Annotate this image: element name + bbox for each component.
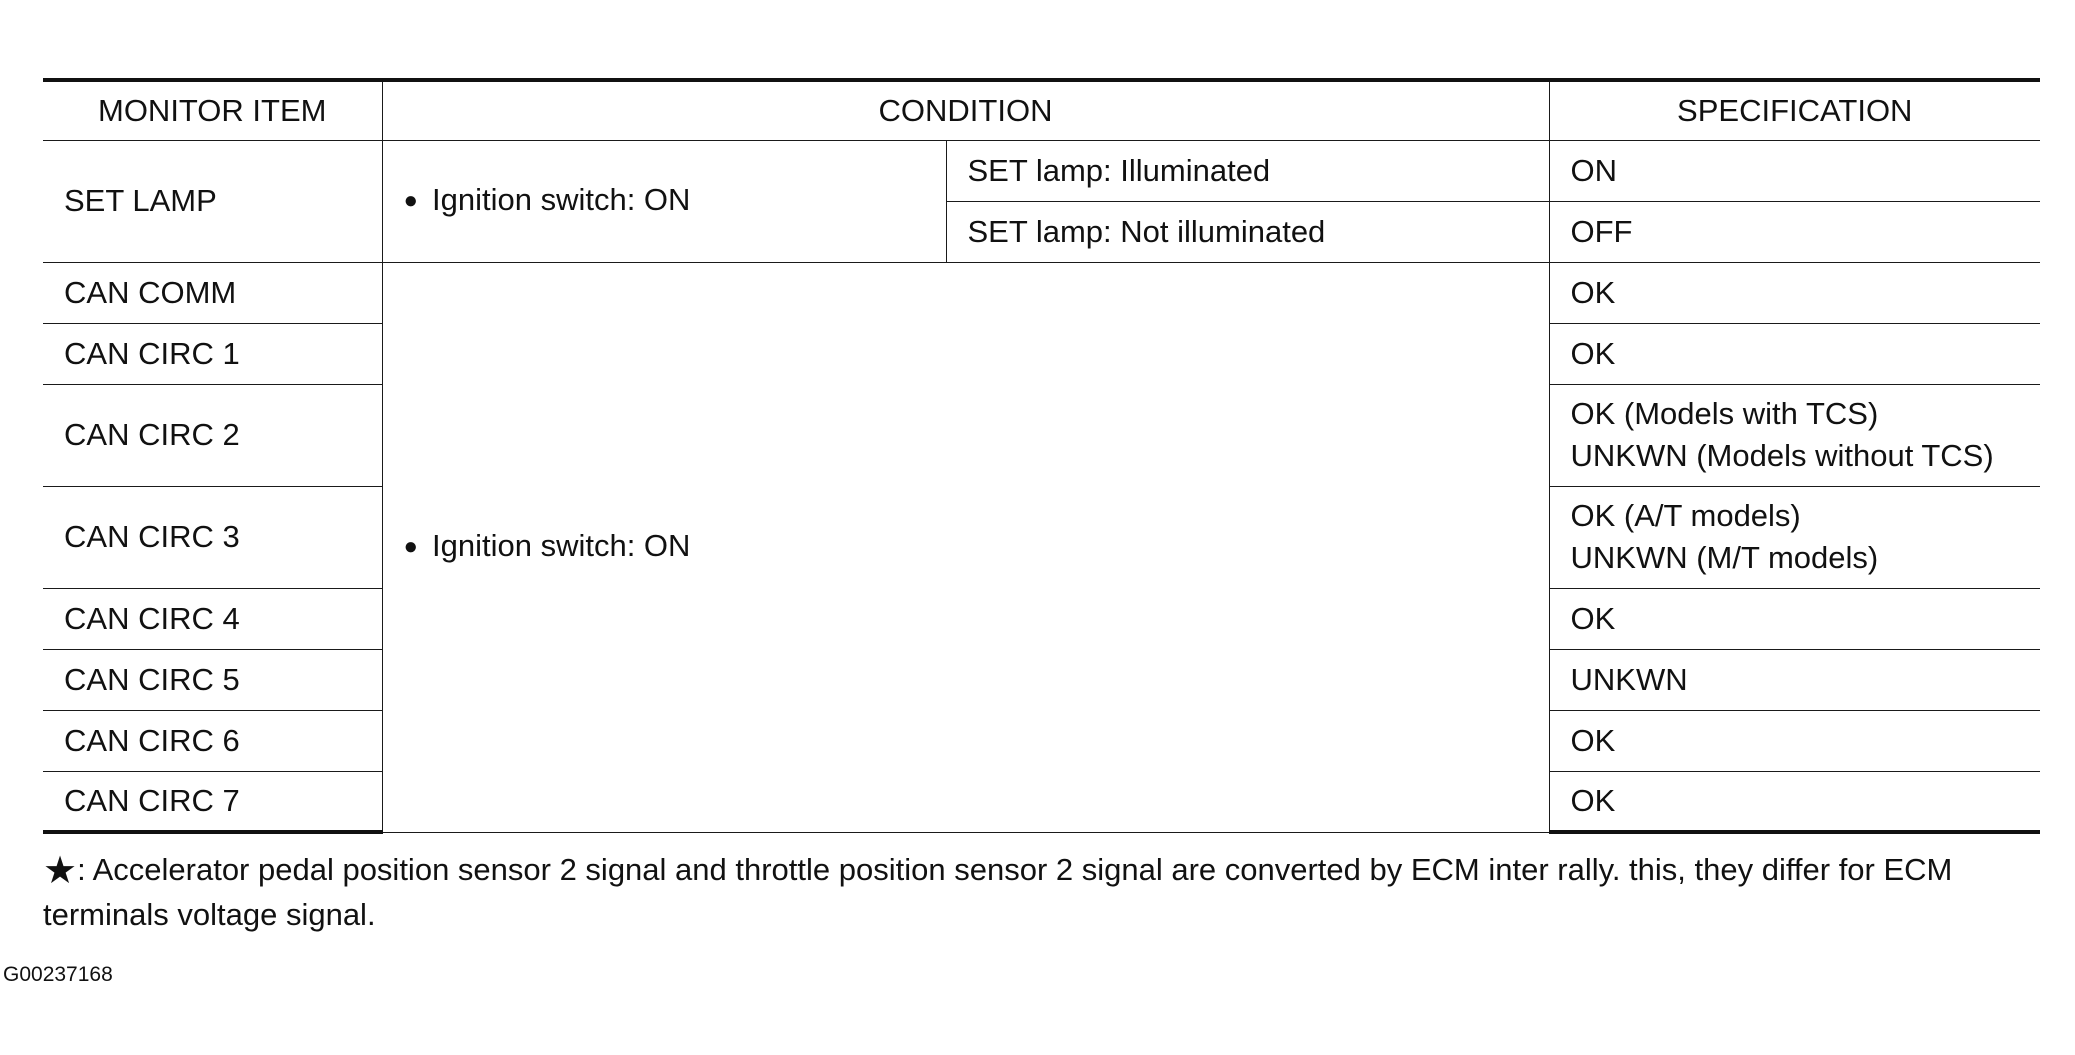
monitor-item-cell: CAN CIRC 7 <box>43 771 382 832</box>
monitor-item-cell: CAN COMM <box>43 262 382 323</box>
footnote <box>43 848 2040 937</box>
specification-cell: OFF <box>1549 201 2040 262</box>
specification-line: UNKWN (Models without TCS) <box>1570 438 1994 473</box>
star-icon: ★ <box>43 850 78 892</box>
sub-condition-cell: SET lamp: Illuminated <box>946 140 1549 201</box>
header-row <box>43 80 2040 140</box>
monitor-item-cell: CAN CIRC 3 <box>43 486 382 588</box>
condition-cell <box>382 262 1549 832</box>
specification-cell: OK <box>1549 771 2040 832</box>
header-condition: CONDITION <box>382 80 1549 140</box>
specification-cell: ON <box>1549 140 2040 201</box>
specification-cell: OK <box>1549 262 2040 323</box>
specification-cell: UNKWN <box>1549 649 2040 710</box>
monitor-item-cell: CAN CIRC 2 <box>43 384 382 486</box>
specification-cell <box>1549 486 2040 588</box>
monitor-item-cell: CAN CIRC 6 <box>43 710 382 771</box>
figure-id: G00237168 <box>3 963 113 986</box>
specification-cell <box>1549 384 2040 486</box>
monitor-item-cell: CAN CIRC 5 <box>43 649 382 710</box>
footnote-text: : Accelerator pedal position sensor 2 signal and throttle position sensor 2 signal are converted by ECM inter rally. this, they differ for ECM terminals voltage signal. <box>43 852 1953 932</box>
condition-text: Ignition switch: ON <box>432 181 691 217</box>
specification-line: OK (Models with TCS) <box>1570 396 1879 431</box>
condition-cell <box>382 140 946 262</box>
specification-line: UNKWN (M/T models) <box>1570 540 1879 575</box>
condition-text: Ignition switch: ON <box>432 527 691 563</box>
bullet-icon <box>404 528 433 563</box>
specification-cell: OK <box>1549 588 2040 649</box>
sub-condition-cell: SET lamp: Not illuminated <box>946 201 1549 262</box>
header-monitor-item: MONITOR ITEM <box>43 80 382 140</box>
specification-cell: OK <box>1549 323 2040 384</box>
monitor-item-cell: CAN CIRC 4 <box>43 588 382 649</box>
monitor-item-cell: CAN CIRC 1 <box>43 323 382 384</box>
table-row <box>43 140 2040 201</box>
header-specification: SPECIFICATION <box>1549 80 2040 140</box>
specification-cell: OK <box>1549 710 2040 771</box>
monitor-item-cell: SET LAMP <box>43 140 382 262</box>
specification-table <box>43 78 2040 834</box>
bullet-icon <box>404 182 433 217</box>
specification-line: OK (A/T models) <box>1570 498 1801 533</box>
table-row <box>43 262 2040 323</box>
